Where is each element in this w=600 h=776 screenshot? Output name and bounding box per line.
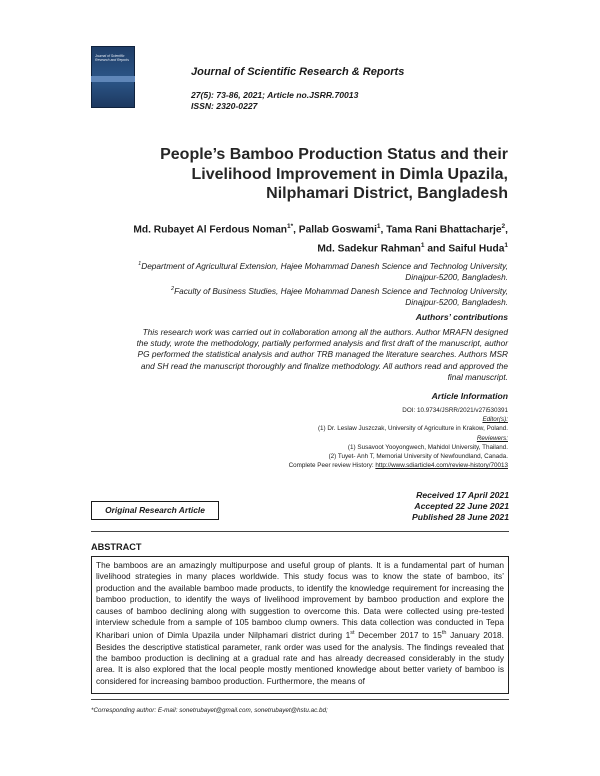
contributions-line: PG performed the statistical analysis and author TRB managed the literature searches. Authors MSR — [137, 349, 508, 360]
author-sup: 1 — [504, 242, 508, 250]
abstract-box — [91, 556, 509, 694]
abstract-part: The bamboos are an amazingly multipurpose and useful group of plants. It is a fundamental part of human livelihood strategies in many places worldwide. This study focus was to know the state of bamboo, its’ production and the available bamboo made products, to identify the knowledge requirement for increasing the bamboo production, to identify the ways of livelihood improvement by bamboo production and explore the causes of bamboo declining along with suggestion to overcome this. Data were collected using pre-tested interview schedule from a sample of 105 bamboo clump owners. This data collection was conducted in Tepa Kharibari union of Dimla Upazila under Nilphamari district during 1 — [96, 560, 504, 641]
abstract-sup: th — [441, 630, 447, 637]
contributions-line: final manuscript. — [447, 371, 508, 382]
editor-entry: (1) Dr. Leslaw Juszczak, University of Agriculture in Krakow, Poland. — [317, 425, 508, 433]
review-history-link[interactable]: http://www.sdiarticle4.com/review-history/70013 — [375, 462, 508, 470]
journal-issn: ISSN: 2320-0227 — [191, 101, 258, 111]
affiliations — [92, 259, 508, 308]
article-info — [200, 406, 508, 470]
affiliation-sup: 1 — [138, 261, 142, 267]
affiliation-line: Dinajpur-5200, Bangladesh. — [405, 272, 508, 283]
journal-citation: 27(5): 73-86, 2021; Article no.JSRR.70013 — [191, 90, 359, 100]
contributions-line: and SH read the manuscript thoroughly and finalize methodology. All authors read and approved the — [140, 360, 508, 371]
abstract-part: December 2017 to 15 — [354, 630, 442, 641]
published-date: Published 28 June 2021 — [412, 512, 509, 523]
reviewers-label: Reviewers: — [476, 434, 508, 442]
publication-dates — [300, 490, 509, 524]
abstract-part: January 2018. Besides the descriptive statistical parameter, rank order was used for the analysis. The findings revealed that the bamboo production is declining at a gradual rate and has already decreased considerably in the study area. It is also explored that the local people mostly mentioned knowledge about better variety of bamboo is considered for increasing bamboo production. Furthermore, the means of — [96, 630, 504, 686]
editors-label: Editor(s): — [482, 416, 508, 424]
corresponding-author-footnote: *Corresponding author: E-mail: sonetrubayet@gmail.com, sonetrubayet@hstu.ac.bd; — [91, 707, 328, 714]
article-info-heading: Article Information — [431, 391, 508, 401]
title-line: Nilphamari District, Bangladesh — [266, 185, 508, 202]
author-name: Pallab Goswami — [298, 224, 377, 236]
review-history-label: Complete Peer review History: — [288, 462, 376, 470]
author-sup: 1 — [376, 223, 381, 230]
reviewer-entry: (2) Tuyet- Anh T, Memorial University of Newfoundland, Canada. — [328, 453, 508, 461]
affiliation-line: Faculty of Business Studies, Hajee Mohammad Danesh Science and Technolog University, — [174, 285, 508, 296]
paper-title — [110, 145, 508, 204]
author-separator: , — [505, 224, 508, 236]
journal-meta — [191, 90, 358, 112]
author-name: Saiful Huda — [448, 243, 505, 255]
author-name: Tama Rani Bhattacharje — [386, 224, 502, 236]
cover-title: Journal of Scientific Research and Reports — [95, 54, 129, 62]
affiliation-line: Department of Agricultural Extension, Hajee Mohammad Danesh Science and Technolog University, — [141, 260, 508, 271]
contributions-text — [92, 327, 508, 383]
author-name: Md. Rubayet Al Ferdous Noman — [133, 224, 287, 236]
divider — [91, 531, 509, 532]
affiliation-sup: 2 — [171, 285, 175, 292]
author-sup: 2 — [501, 223, 506, 230]
received-date: Received 17 April 2021 — [416, 490, 509, 500]
abstract-text — [92, 557, 508, 690]
accepted-date: Accepted 22 June 2021 — [414, 501, 509, 512]
reviewer-entry: (1) Susavoot Yooyongwech, Mahidol University, Thailand. — [347, 443, 508, 451]
contributions-heading: Authors’ contributions — [415, 312, 508, 322]
author-sup: 1 — [420, 242, 425, 250]
affiliation-line: Dinajpur-5200, Bangladesh. — [405, 296, 508, 307]
cover-band — [91, 76, 135, 82]
journal-name: Journal of Scientific Research & Reports — [191, 66, 405, 78]
author-separator: , — [293, 224, 299, 236]
author-list — [96, 219, 508, 258]
author-separator: , — [380, 224, 387, 236]
article-type-badge: Original Research Article — [91, 501, 219, 520]
author-separator: and — [424, 243, 449, 255]
footnote-divider — [91, 699, 509, 700]
contributions-line: the study, wrote the methodology, partially performed analysis and first draft of the manuscript, author — [136, 338, 508, 349]
contributions-line: This research work was carried out in collaboration among all the authors. Author MRAFN designed — [142, 327, 508, 337]
abstract-heading: ABSTRACT — [91, 542, 142, 552]
author-sup: 1* — [286, 223, 294, 230]
doi: DOI: 10.9734/JSRR/2021/v27i530391 — [402, 407, 508, 414]
author-name: Md. Sadekur Rahman — [317, 243, 421, 255]
abstract-sup: st — [350, 630, 355, 637]
title-line: Livelihood Improvement in Dimla Upazila, — [191, 165, 508, 183]
title-line: People’s Bamboo Production Status and their — [160, 146, 508, 163]
journal-cover-image — [91, 46, 135, 108]
